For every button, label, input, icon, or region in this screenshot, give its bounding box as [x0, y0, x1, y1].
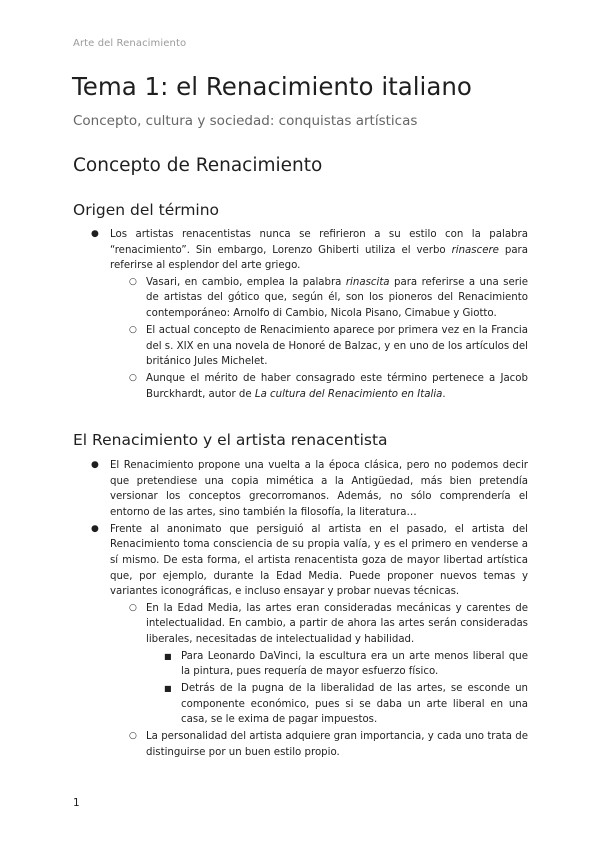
list-item: [110, 601, 528, 728]
bullet-marker: ●: [91, 229, 99, 239]
list-item-text: [146, 275, 528, 322]
nested-list: [110, 601, 528, 761]
subsection-heading-artista: El Renacimiento y el artista renacentista: [73, 431, 388, 449]
list-item-text: La personalidad del artista adquiere gran importancia, y cada uno trata de distinguirse por un buen estilo propio.: [146, 731, 528, 758]
list-item-text: [146, 371, 528, 402]
text-run: Los artistas renacentistas nunca se refirieron a su estilo con la palabra “renacimiento”. Sin embargo, Lorenzo Ghiberti utiliza el verbo: [110, 229, 528, 256]
list-item-text: Detrás de la pugna de la liberalidad de las artes, se esconde un componente económico, pues si se daba un arte liberal en una casa, se le exima de pagar impuestos.: [181, 683, 528, 726]
text-run: para referirse a una serie de artistas del gótico que, según él, son los pioneros del Renacimiento contemporáneo: Arnolfo di Cambio, Nicola Pisano, Cimabue y Giotto.: [146, 276, 529, 319]
circle-marker: ○: [129, 276, 137, 287]
bullet-marker: ●: [91, 460, 99, 470]
origin-content: [73, 227, 528, 404]
origin-list: [73, 227, 528, 402]
text-run: Vasari, en cambio, emplea la palabra: [146, 276, 346, 288]
artist-content: [73, 458, 528, 762]
italic-term: rinascita: [345, 276, 390, 288]
list-item: [110, 323, 528, 370]
list-item-text: [110, 227, 528, 274]
list-item: [73, 458, 528, 520]
page-number: 1: [73, 797, 80, 809]
circle-marker: ○: [129, 731, 137, 742]
list-item-text: Para Leonardo DaVinci, la escultura era un arte menos liberal que la pintura, pues requería de mayor esfuerzo físico.: [181, 650, 528, 678]
list-item: [146, 649, 528, 680]
document-subtitle: Concepto, cultura y sociedad: conquistas artísticas: [73, 113, 418, 129]
list-item: [73, 522, 528, 761]
circle-marker: ○: [129, 324, 137, 335]
list-item-text: En la Edad Media, las artes eran consideradas mecánicas y carentes de intelectualidad. En cambio, a partir de ahora las artes serán consideradas liberales, necesitadas de intelectualidad y habilidad.: [146, 602, 528, 645]
text-run: para referirse al esplendor del arte griego.: [110, 244, 528, 272]
list-item-text: El actual concepto de Renacimiento aparece por primera vez en la Francia del s. XIX en una novela de Honoré de Balzac, y en uno de los artículos del británico Jules Michelet.: [146, 324, 528, 368]
list-item: [110, 371, 528, 402]
square-marker: ■: [164, 684, 172, 694]
list-item: [110, 275, 528, 322]
document-title: Tema 1: el Renacimiento italiano: [72, 72, 472, 101]
text-run: Aunque el mérito de haber consagrado este término pertenece a Jacob Burckhardt, autor de: [146, 373, 528, 400]
circle-marker: ○: [129, 602, 137, 613]
list-item-text: Frente al anonimato que persiguió al artista en el pasado, el artista del Renacimiento toma consciencia de su propia valía, y es el primero en venderse a sí mismo. De esta forma, el artista renacentista goza de mayor libertad artística que, por ejemplo, durante la Edad Media. Puede proponer nuevos temas y variantes iconográficas, e incluso ensayar y probar nuevas técnicas.: [110, 523, 528, 598]
bullet-marker: ●: [91, 523, 99, 534]
nested-list: [146, 649, 528, 728]
nested-list: [110, 275, 528, 403]
running-header: Arte del Renacimiento: [73, 38, 187, 49]
subsection-heading-origen: Origen del término: [73, 201, 220, 219]
artist-list: [73, 458, 528, 760]
list-item: [110, 729, 528, 760]
square-marker: ■: [164, 651, 172, 661]
list-item: [73, 227, 528, 402]
text-run: .: [442, 388, 446, 400]
list-item: [146, 681, 528, 728]
italic-term: rinascere: [451, 244, 499, 256]
book-title: La cultura del Renacimiento en Italia: [254, 388, 443, 400]
list-item-text: El Renacimiento propone una vuelta a la época clásica, pero no podemos decir que pretendiese una copia mimética a la Antigüedad, más bien pretendía versionar los conceptos grecorromanos. Además, no sólo comprendería el entorno de las artes, sino también la filosofía, la literatura…: [110, 460, 528, 518]
circle-marker: ○: [129, 373, 137, 384]
section-heading-concepto: Concepto de Renacimiento: [73, 155, 323, 176]
